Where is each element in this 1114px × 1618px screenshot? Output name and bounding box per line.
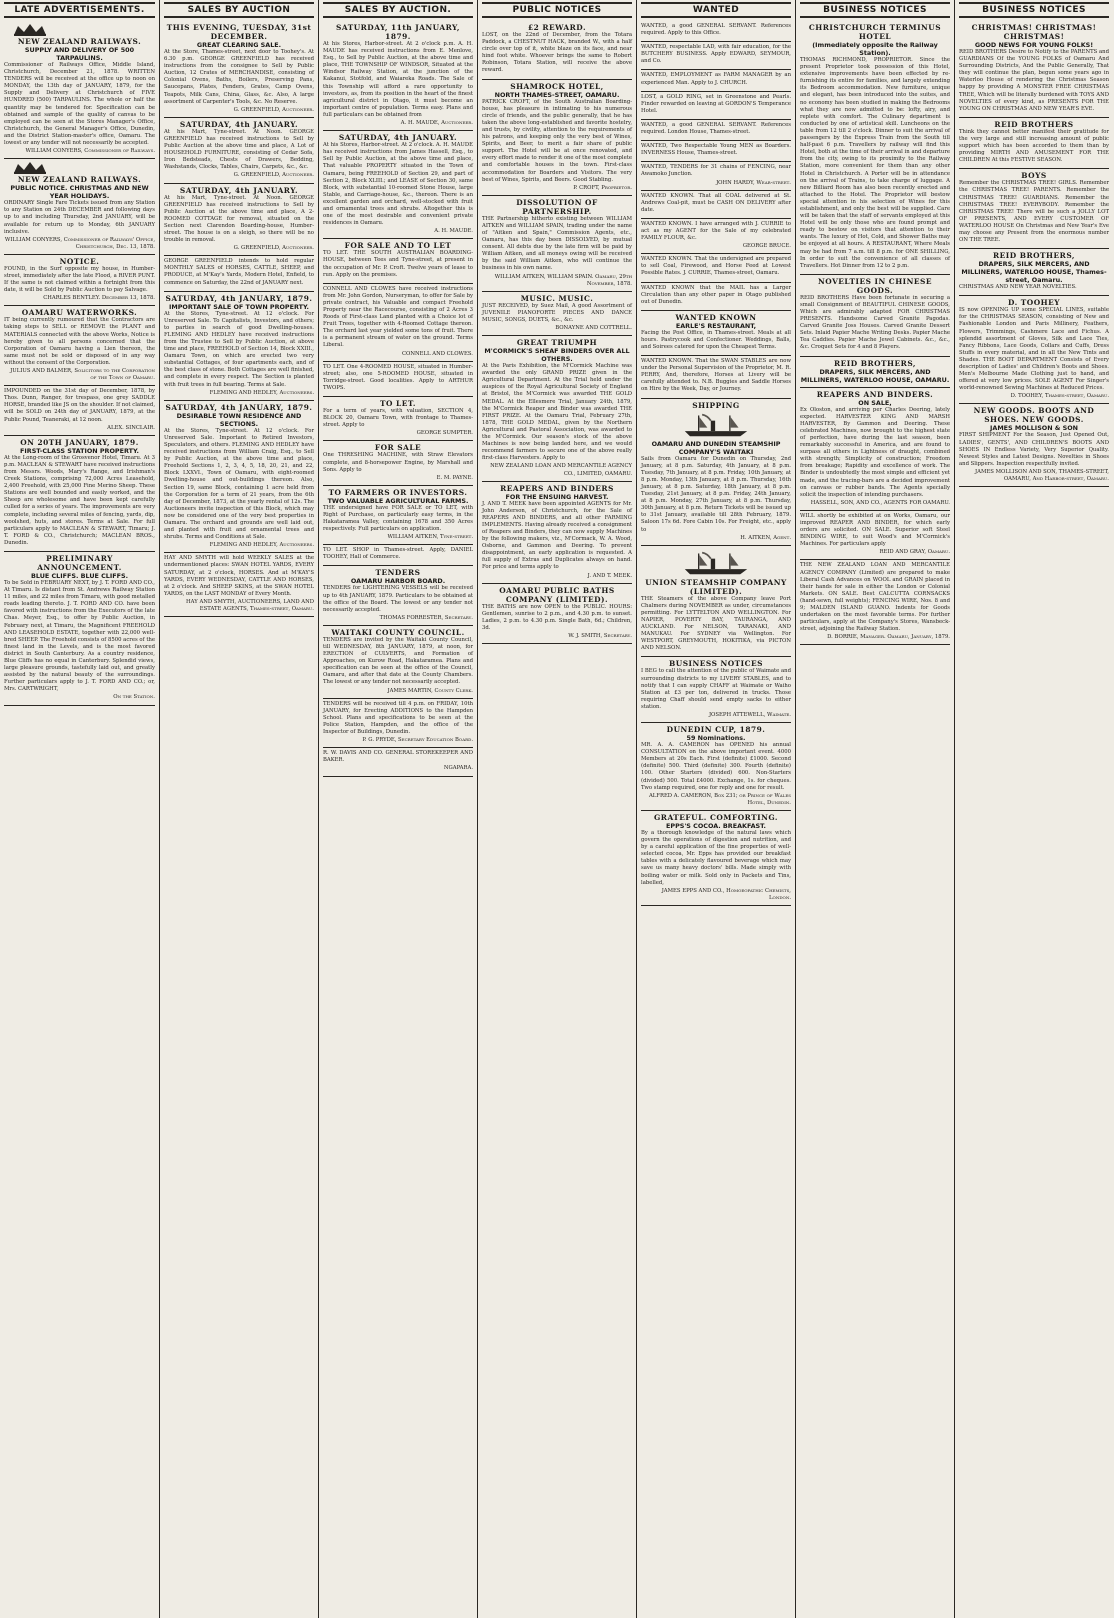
advertisement [641,254,791,282]
advertisement [482,196,632,292]
ad-title: GREAT CLEARING SALE. [196,41,282,49]
ad-body: At the Long-room of the Grosvenor Hotel, Timaru. At 3 p.m. MACLEAN & STEWART have received instructions from Messrs. Woods, Mary's Range, and Irishman's Creek Stations, comprising 72,000 Acres Leasehold, 2,400 Freehold, with 25,000 Fine Merino Sheep. These Stations are well bounded and easily worked, and the Sheep are wholesome and have been kept carefully culled for a series of years. The improvements are very complete, including several miles of fencing, yards, dip, woolshed, huts, and stores. Terms at Sale. For full particulars apply to MACLEAN & STEWART, Timaru; J. T. FORD & CO., Christchurch; MACLEAN BROS., Dunedin. [4,454,155,546]
advertisement [641,811,791,906]
ad-signature: ALFRED A. CAMERON, Box 231; or Prince of Wales Hotel, Dunedin. [648,792,791,806]
ad-heading: PRELIMINARY ANNOUNCEMENT. [37,553,122,572]
ad-heading: ON 20TH JANUARY, 1879. [20,437,139,447]
ad-signature: NGAPARA. [443,765,473,772]
advertisement [641,92,791,120]
ad-title: (Immediately opposite the Railway Station). [812,41,938,57]
advertisement [482,336,632,482]
steamship-icon [676,550,756,576]
ad-body: TO LET. THE SOUTH AUSTRALIAN BOARDING-HOUSE, between Tees and Tyne-street, at present in the occupation of Mr. P. Croft. Twelve years of lease to run. Apply on the premises. [323,250,473,278]
ad-body: CONNELL AND CLOWES have received instructions from Mr. John Gordon, Nurseryman, to offer for Sale by private contract, his Valuable and compact Freehold Property near the Racecourse, consisting of 2 Acres 3 Roods of First-class Land planted with a Choice lot of Fruit Trees, together with 4-Roomed Cottage thereon. The orchard last year yielded some tons of fruit. There is a permanent stream of water on the ground. Terms Liberal. [323,285,473,349]
advertisement [323,239,473,283]
ad-body: FOUND, in the Surf opposite my house, in Humber-street, immediately after the late Flood, a RIVER PUNT. If the same is not claimed within a fortnight from this date, it will be Sold by Public Auction to pay Salvage. [4,265,155,294]
ad-signature: A. H. MAUDE, Auctioneer. [400,120,473,127]
advertisement [323,566,473,625]
advertisement [482,80,632,196]
ad-signature: JAMES EPPS AND CO., Homoeopathic Chemists, London. [661,887,791,901]
ad-body: WANTED, a good GENERAL SERVANT. References required. Apply to this Office. [641,23,791,37]
advertisement [4,552,155,706]
ad-signature: BONAYNE AND COTTRELL. [555,325,632,331]
advertisement [641,283,791,311]
ad-title: DRAPERS, SILK MERCERS, AND MILLINERS, WATERLOO HOUSE, Thames-street, Oamaru. [961,260,1107,285]
column-header: BUSINESS NOTICES [959,2,1109,18]
ad-body: GEORGE GREENFIELD intends to hold regular MONTHLY SALES of HORSES, CATTLE, SHEEP, and PRODUCE, at M'Kay's Yards, Modern Hotel, Enfield, to commence on Saturday, the 22nd of JANUARY next. [164,258,314,286]
ad-body: At the Paris Exhibition, the M'Cormick Machine was awarded the only GRAND PRIZE given in the Agricultural Department. At the Trial held under the auspices of the Royal Agricultural Society of England at Bristol, the M'Cormick was awarded THE GOLD MEDAL. At the Ellesmere Trial, January 24th, 1879, the M'Cormick Reaper and Binder was awarded THE FIRST PRIZE. At the Oamaru Trial, February 27th, 1878, THE GOLD MEDAL, given by the Northern Agricultural and Pastoral Association, was awarded to the M'Cormick. Our season's stock of the above Machines is now being landed here, and we would recommend farmers to secure one of the above really first-class Harvesters. Apply to [482,363,632,462]
advertisement [323,362,473,397]
ad-body: WANTED KNOWN. That all COAL delivered at St. Andrews Coal-pit, must be CASH ON DELIVERY after date. [641,192,791,213]
ad-title: GOOD NEWS FOR YOUNG FOLKS! [974,41,1094,49]
ad-heading: TO LET. [380,399,416,409]
ad-body: At the Stores, Tyne-street. At 12 o'clock. For Unreserved Sale. Important to Retired Investors, Speculators, and others. FLEMING AND HEDLEY have received instructions from William Craig, Esq., to Sell by Public Auction, at the above time and place, Freehold Sections 1, 2, 3, 4, 5, 18, 20, 21, and 22, Block LXXVI., Town of Oamaru, with eight-roomed Dwelling-house and out-buildings thereon. Also, Section 19, same Block, containing 1 acre held from the Corporation for a term of 21 years, from the 6th day of December, 1873, at the yearly rental of 12s. The Auctioneers invite inspection of this Block, which may now be considered one of the very best properties in Oamaru. The orchard and grounds are well laid out, and planted with fruit and ornamental trees and shrubs. Terms and Conditions at Sale. [164,427,314,541]
advertisement [959,21,1109,118]
ad-title: FIRST-CLASS STATION PROPERTY. [20,446,139,455]
advertisement [959,296,1109,404]
advertisement [4,21,155,159]
ad-heading: £2 REWARD. [527,23,587,32]
ad-heading: NEW ZEALAND RAILWAYS. [17,175,142,185]
advertisement [800,275,950,357]
advertisement [641,356,791,398]
ad-body: WANTED, respectable LAD, with fair education, for the BUTCHERY BUSINESS. Apply EDWARD, SEYMOUR, and Co. [641,44,791,65]
ad-signature: D. TOOHEY, Thames-street, Oamaru. [1010,393,1109,400]
ad-heading: BOYS [1021,171,1047,181]
ad-signature: A. H. MAUDE. [434,228,473,235]
ad-title: TWO VALUABLE AGRICULTURAL FARMS. [327,496,469,505]
ad-signature: JAMES MOLLISON AND SON, THAMES-STREET, OAMARU, And Harbor-street, Oamaru. [975,468,1109,483]
advertisement [959,169,1109,249]
ad-body: TENDERS are invited by the Waitaki County Council, till WEDNESDAY, 8th JANUARY, 1879, at noon, for ERECTION of CULVERTS, and Formation of Approaches, on Kurow Road, Hakataramea. Plans and specification can be seen at the office of the Council, Oamaru, and after that date at the County Chambers. The lowest or any tender not necessarily accepted. [323,636,473,686]
column-header: SALES BY AUCTION [164,2,314,18]
advertisement [4,159,155,255]
ad-body: WANTED KNOWN. I have arranged with J. CURRIE to act as my AGENT for the Sale of my celebrated FAMILY FLOUR, &c. [641,220,791,242]
advertisement [641,546,791,658]
column-header: WANTED [641,2,791,18]
column [318,0,477,1618]
ad-body: WANTED, EMPLOYMENT as FARM MANAGER by an experienced Man. Apply to J. CHURCH. [641,72,791,86]
ad-body: J. AND T. MEEK have been appointed AGENTS for Mr. John Anderson, of Christchurch, for the Sale of REAPERS AND BINDERS, and all other FARMING IMPLEMENTS. Having already received a consignment of Reapers and Binders, they can now supply Machines by the following makers, viz., M'Cormack, W. A. Wood, Osborne, and Gammon and Deering. To prevent disappointment, an early application is requested. A full supply of Extras and Duplicates always on hand. For price and terms apply to [482,500,632,571]
ad-body: WANTED, Two Respectable Young MEN as Boarders. INVERNESS House, Thames-street. [641,143,791,157]
ad-body: THE Partnership hitherto existing between WILLIAM AITKEN and WILLIAM SPAIN, trading under the name of "Aitken and Spain," Commission Agents, etc., Oamaru, has this day been DISSOLVED, by mutual consent. All debts due by the late firm will be paid by William Aitken, and all moneys owing will be received by the said William Aitken, who will continue the business in his own name. [482,215,632,272]
advertisement [4,386,155,436]
ad-signature: HASSELL, SON, AND CO., AGENTS FOR OAMARU. [810,499,950,506]
advertisement [641,162,791,190]
ad-heading: REAPERS AND BINDERS. [816,389,934,399]
ad-signature: H. AITKEN, Agent. [740,534,791,541]
ad-signature: G. GREENFIELD, Auctioneer. [233,172,314,179]
ad-heading: GREAT TRIUMPH [516,338,598,348]
ad-signature: WILLIAM CONYERS, Commissioner of Railways' Office, Christchurch, Dec. 13, 1878. [4,236,155,250]
ad-heading: FOR SALE [374,443,422,453]
ad-body: REID BROTHERS Have been fortunate in securing a small Consignment of BEAUTIFUL CHINESE GOODS, Which are admirably adapted FOR CHRISTMAS PRESENTS. Handsome Carved Granite Pagodas. Carved Granite Joss Houses. Carved Granite Dessert Sets. Inlaid Papier Mache Writing Desks. Papier Mache Tea Caddies. Papier Mache Jewel Cabinets. &c., &c., &c. Croquet Sets for 4 and 8 Players. [800,294,950,351]
advertisement [164,21,314,118]
ad-body: For a term of years, with valuation, SECTION 4, BLOCK 20, Oamaru Town, with frontage to Thames-street. Apply to [323,408,473,429]
ad-heading: WAITAKI COUNTY COUNCIL. [331,627,465,637]
advertisement [482,21,632,80]
ad-signature: P. G. PRYDE, Secretary Education Board. [362,737,473,744]
ad-body: TO LET. One 4-ROOMED HOUSE, situated in Humber-street; also, one 5-ROOMED HOUSE, situated in Torridge-street. Good localities. Apply to ARTHUR TWOPS. [323,363,473,391]
ad-heading: CHRISTMAS! CHRISTMAS! CHRISTMAS! [971,23,1097,41]
ad-body: To be Sold in FEBRUARY NEXT, by J. T. FORD AND CO., At Timaru. Is distant from St. Andrews Railway Station 11 miles, and 22 miles from Timaru, with good metalled roads leading thereto. J. T. FORD AND CO. have been favored with instructions from the Executors of the late Chas. Meyer, Esq., to offer by Public Auction, in February next, at Timaru, the Magnificent FREEHOLD AND LEASEHOLD ESTATE, together with 22,000 well-bred SHEEP. The Freehold consists of 8500 acres of the finest land in the Levels, and is the most favored district in South Canterbury. As a country residence, Blue Cliffs has no equal in Canterbury. Splendid views, large pleasure grounds, tastefully laid out, and greatly assisted by the natural beauty of the surroundings. Further particulars apply to J. T. FORD AND CO.; or, Mrs. CARTWRIGHT, [4,579,155,693]
ad-heading: OAMARU WATERWORKS. [21,308,138,318]
advertisement [800,560,950,645]
ad-body: At his Mart, Tyne-street. At Noon. GEORGE GREENFIELD has received instructions to Sell by Public Auction at the above time and place, A 2-ROOMED COTTAGE for removal, situated on the Section next Clarendon Boarding-house, Humber-street. The house is on a sleigh, so there will be no trouble in removal. [164,194,314,244]
ad-heading: WANTED KNOWN [675,312,757,322]
railway-emblem-row [4,161,155,175]
ad-heading: SATURDAY, 4th JANUARY. [338,133,458,143]
ad-heading: FOR SALE AND TO LET [344,241,452,251]
ad-body: R. W. DAVIS AND CO. GENERAL STOREKEEPER AND BAKER. [323,750,473,764]
advertisement [164,292,314,401]
ad-title: EARLE'S RESTAURANT, [675,321,757,330]
column [795,0,954,1618]
ad-body: IS now OPENING UP some SPECIAL LINES, suitable for the CHRISTMAS SEASON, consisting of New and Fashionable London and Paris Millinery, Feathers, Flowers, Trimmings, Cashmere Lace and Fichus. A splendid assortment of Gloves, Silk and Lace Ties, Fancy Ribbons, Lace Goods, Collars and Cuffs, Dress Stuffs in every material, and in all the New Tints and Shades. THE BOOT DEPARTMENT Consists of Every description of Ladies' and Children's Boots and Shoes. Men's Melbourne Made Clothing just to hand, and offered at very low prices. SOLE AGENT For Singer's world-renowned Sewing Machines at Reduced Prices. [959,307,1109,392]
ad-body: Think they cannot better manifest their gratitude for the very large and still increasing amount of public support which has been accorded to them than by providing MIRTH AND AMUSEMENT FOR THE CHILDREN At this FESTIVE SEASON. [959,128,1109,164]
ad-heading: NEW GOODS. BOOTS AND SHOES. NEW GOODS. [973,406,1095,425]
ad-heading: BUSINESS NOTICES [669,659,763,669]
ad-body: TENDERS for LIGHTERING VESSELS will be received up to 4th JANUARY, 1879. Particulars to be obtained at the office of the Board. The lowest or any tender not necessarily accepted. [323,585,473,613]
ad-title: JAMES MOLLISON & SON [990,424,1078,433]
ad-signature: HAY AND SMYTH, AUCTIONEERS, LAND AND ESTATE AGENTS, Thames-street, Oamaru. [186,598,314,612]
ad-heading: REAPERS AND BINDERS [500,483,614,493]
ad-heading: NEW ZEALAND RAILWAYS. [17,37,142,46]
ad-signature: FLEMING AND HEDLEY, Auctioneers. [209,542,314,549]
ad-body: REID BROTHERS Desire to Notify to the PARENTS and GUARDIANS Of the YOUNG FOLKS of Oamaru And Surrounding Districts, And the Public Generally, That they will continue the plan, begun some years ago in Waterloo House of rendering the Christmas Season happy by providing A MONSTER FREE CHRISTMAS TREE, Which will be literally burdened with TOYS AND NOVELTIES of every kind, as PRESENTS FOR THE YOUNG ON CHRISTMAS AND NEW YEAR'S EVE. [959,49,1109,112]
ad-signature: REID AND GRAY, Oamaru. [879,549,950,556]
ad-body: WANTED, TENDERS for 31 chains of FENCING, near Awamoko Junction. [641,164,791,178]
ad-heading: DISSOLUTION OF PARTNERSHIP. [516,197,598,216]
railway-emblem-row [4,23,155,37]
ad-heading: SHIPPING [692,400,740,410]
ad-body: By a thorough knowledge of the natural laws which govern the operations of digestion and nutrition, and by a careful application of the fine properties of well-selected cocoa, Mr. Epps has provided our breakfast tables with a delicately flavoured beverage which may save us many heavy doctors' bills. Made simply with boiling water or milk. Sold only in Packets and Tins, labelled, [641,829,791,886]
ad-title: BLUE CLIFFS. BLUE CLIFFS. [30,571,129,580]
column-header: BUSINESS NOTICES [800,2,950,18]
ad-signature: JULIUS AND BALMER, Solicitors to the Corporation of the Town of Oamaru. [10,368,155,382]
ad-heading: CHRISTCHURCH TERMINUS HOTEL [808,23,942,41]
ad-body: LOST, a GOLD RING, set in Greenstone and Pearls. Finder rewarded on leaving at GORDON'S Temperance Hotel. [641,93,791,114]
advertisement [323,441,473,485]
ad-title: OAMARU AND DUNEDIN STEAMSHIP COMPANY'S WAITAKI [651,439,781,456]
ad-body: THE undersigned have FOR SALE or TO LET, with Right of Purchase, on particularly easy terms, in the Hakataramea Valley, containing 1678 and 350 Acres respectively. Full particulars on application. [323,504,473,533]
advertisement [641,141,791,162]
ad-title: 59 Nominations. [686,734,746,743]
advertisement [800,357,950,388]
ad-signature: On the Station. [113,694,155,701]
ad-heading: NOTICE. [59,256,100,266]
advertisement [482,584,632,644]
column [159,0,318,1618]
ad-body: TENDERS will be received till 4 p.m. on FRIDAY, 10th JANUARY, for Erecting ADDITIONS to the Hampden School. Plans and specifications to be seen at the Police Station, Hampden, and the office of the Inspector of Buildings, Dunedin. [323,700,473,736]
advertisement [482,292,632,336]
advertisement [641,311,791,356]
ad-heading: D. TOOHEY [1007,298,1061,308]
advertisement [323,699,473,749]
ad-heading: THIS EVENING, TUESDAY, 31st DECEMBER. [166,23,312,41]
advertisement [323,545,473,566]
ad-signature: D. BORRIE, Manager. Oamaru, January, 1879. [827,634,950,641]
ad-signature: GEORGE BRUCE. [742,243,791,250]
ad-body: WANTED KNOWN. That the undersigned are prepared to sell Coal, Firewood, and Horse Feed at Lowest Possible Rates. J. CURRIE, Thames-street, Oamaru. [641,256,791,277]
ad-body: JUST RECEIVED, by Suez Mail, A good Assortment of JUVENILE PIANOFORTE PIECES AND DANCE MUSIC, SONGS, DUETS, &c., &c. [482,302,632,323]
ad-body: Ex Oloston, and arriving per Charles Deering, lately expected. HARVESTER KING AND MARSH HARVESTER, By Gammon and Deering. These celebrated Machines, now brought to the highest state of perfection, have during the last season, been remarkably successful in America, and are found to surpass all others in Lightness of draught, combined with strength; Simplicity of construction; Freedom from breakage; Rapidity and excellence of work. The Binder is undoubtedly the most simple and efficient yet made, and the tracing-bars are a decided improvement on canvass or rubber bands. The Agents specially solicit the inspection of intending purchasers. [800,406,950,498]
ad-heading: SATURDAY, 4th JANUARY, 1879. [165,402,313,412]
advertisement [323,131,473,239]
advertisement [164,256,314,291]
ad-body: MR. A. A. CAMERON has OPENED his annual CONSULTATION on the above important event. 4000 Members at 20s Each. First (definite) £1000. Second (definite) 500. Third (definite) 300. Fourth (definite) 100. Other Starters (divided) 600. Non-Starters (divided) 500. Total £4000. Exchange, 1s. for cheques. Two stamp required, one for reply and one for result. [641,742,791,791]
ad-title: OAMARU HARBOR BOARD. [350,577,446,586]
ad-title: EPPS'S COCOA. BREAKFAST. [666,821,766,830]
advertisement [641,70,791,91]
ad-signature: JOHN HARDY, Wear-street. [716,179,791,186]
ad-body: At the Stores, Tyne-street. At 12 o'clock. For Unreserved Sale. To Capitalists, Investors, and others; to parties in search of good Dwelling-houses. FLEMING AND HEDLEY have received instructions from the Trustee to Sell by Public Auction, at above time and place, FREEHOLD of Section 14, Block XXIII., Oamaru Town, on which are erected two very substantial Cottages, of four apartments each, and of the best class of stone. Both Cottages are well finished, and complete in every respect. The Section is planted with fruit trees in full bearing. Terms at Sale. [164,310,314,388]
ad-heading: TO FARMERS OR INVESTORS. [328,487,468,497]
advertisement [959,118,1109,169]
ad-body: At his Mart, Tyne-street. At Noon. GEORGE GREENFIELD has received instructions to Sell by Public Auction at the above time and place, A Lot of HOUSEHOLD FURNITURE, consisting of Cedar Sofa, Iron Bedsteads, Chests of Drawers, Bedding, Washstands, Clocks, Tables, Chairs, Carpets, &c., &c. [164,128,314,171]
ad-body: Commissioner of Railways Office, Middle Island, Christchurch, December 21, 1878. WRITTEN TENDERS will be received at the office up to noon on MONDAY, the 13th day of JANUARY, 1879, for the Supply and Delivery at Christchurch of FIVE HUNDRED (500) TARPAULINS. The whole or half the quantity may be tendered for. Specification can be obtained and sample of the quality of canvas to be employed can be seen at the Stores Manager's Office, Christchurch, the General Manager's Office, Dunedin, and the District Station-master's office, Oamaru. The lowest or any tender will not necessarily be accepted. [4,62,155,147]
ad-heading: REID BROTHERS, [834,358,916,368]
ad-title: IMPORTANT SALE OF TOWN PROPERTY. [169,302,309,311]
ad-title: M'CORMICK'S SHEAF BINDERS OVER ALL OTHERS. [484,347,630,364]
ad-heading: REID BROTHERS, [993,251,1075,261]
ad-body: THE NEW ZEALAND LOAN AND MERCANTILE AGENCY COMPANY (Limited) are prepared to make Liberal Cash Advances on WOOL and GRAIN placed in their hands for sale in either the London or Colonial Markets. ON SALE. Best CALCUTTA CORNSACKS (hand-sewn, full weights); FENCING WIRE, Nos. 8 and 9; MALDEN ISLAND GUANO. Indents for Goods undertaken on the most favorable terms. For further particulars, apply at the Company's Stores, Wansbeck-street, adjoining the Railway Station. [800,562,950,633]
advertisement [164,118,314,184]
ad-signature: JAMES MARTIN, County Clerk. [387,687,473,694]
ad-heading: UNION STEAMSHIP COMPANY (LIMITED). [645,577,787,596]
ad-body: THE BATHS are now OPEN to the PUBLIC. HOURS: Gentlemen, sunrise to 2 p.m., and 4.30 p.m. to sunset. Ladies, 2 p.m. to 4.30 p.m. Single Bath, 6d.; Children, 3d. [482,603,632,631]
ad-signature: GEORGE SUMPTER. [416,430,473,437]
advertisement [641,191,791,219]
advertisement [641,120,791,141]
ad-heading: SATURDAY, 11th JANUARY, 1879. [336,23,460,41]
ad-body: PATRICK CROFT, of the South Australian Boarding-house, has pleasure in intimating to his numerous circle of friends, and the public generally, that he has taken the above long-established and favorite hostelry, and trusts, by civility, attention to the requirements of his patrons, and keeping only the very best of Wines, Spirits, and Beer, to merit a fair share of public support. The Hotel will be at once renovated, and every effort made to render it one of the most complete and comfortable houses in the town. First-class accommodation for Boarders and Visitors. The very best of Wines, Spirits, and Beers. Good Stabling. [482,98,632,183]
ad-body: THE Steamers of the above Company leave Port Chalmers during NOVEMBER as under, circumstances permitting. For LYTTELTON AND WELLINGTON. For NAPIER, POVERTY BAY, TAURANGA, AND AUCKLAND. For NELSON, TARANAKI, AND MANUKAU. For SYDNEY via Wellington. For WESTPORT, GREYMOUTH, HOKITIKA, via PICTON AND NELSON. [641,595,791,652]
column [954,0,1113,1618]
advertisement [800,511,950,561]
advertisement [959,249,1109,296]
ad-title: DRAPERS, SILK MERCERS, AND MILLINERS, WATERLOO HOUSE, OAMARU. [800,367,950,384]
ad-title: NORTH THAMES-STREET, OAMARU. [494,90,620,99]
ad-body: FIRST SHIPMENT For the Season, Just Opened Out, LADIES', GENTS', AND CHILDREN'S BOOTS AND SHOES IN Endless Variety, Very Superior Quality. Newest Styles and Latest Designs. Novelties in Shoes and Slippers. Inspection respectfully invited. [959,432,1109,467]
ad-body: I BEG to call the attention of the public of Waimate and surrounding districts to my LIVERY STABLES, and to notify that I can supply CHAFF at Waimate or Waiho Station at £3 per ton, delivered in trucks. Those requiring Chaff should send empty sacks to either station. [641,668,791,710]
advertisement [323,626,473,699]
ad-body: ORDINARY Single Fare Tickets issued from any Station to any Station on 24th DECEMBER and following days up to and including Thursday, 2nd JANUARY, will be available for return up to Monday, 6th JANUARY inclusive. [4,200,155,235]
advertisement [641,723,791,811]
column [0,0,159,1618]
ad-signature: G. GREENFIELD, Auctioneer. [233,245,314,252]
ad-body: Sails from Oamaru for Dunedin on Thursday, 2nd January, at 8 p.m. Saturday, 4th January, at 8 p.m. Tuesday, 7th January, at 8 p.m. Friday, 10th January, at 8 p.m. Monday, 13th January, at 8 p.m. Thursday, 16th January, at 8 p.m. Saturday, 18th January, at 8 p.m. Tuesday, 21st January, at 8 p.m. Friday, 24th January, at 8 p.m. Monday, 27th January, at 8 p.m. Thursday, 30th January, at 8 p.m. Return Tickets will be issued up to 31st January, available till 28th February, 1879. Saloon 17s 6d. Fore Cabin 10s. For Freight, etc., apply to [641,455,791,533]
ad-signature: WILLIAM AITKEN, Tyne-street. [387,534,473,541]
ad-signature: ALEX. SINCLAIR. [107,424,155,431]
ad-title: ON SALE, [858,398,892,407]
advertisement [800,21,950,275]
advertisement [641,21,791,42]
ad-signature: NEW ZEALAND LOAN AND MERCANTILE AGENCY CO., LIMITED, OAMARU. [490,463,632,477]
ad-body: At his Stores, Harbor-street. At 2 o'clock. A. H. MAUDE has received instructions from James Hassell, Esq., to Sell by Public Auction, at the above time and place, That valuable PROPERTY situated in the Town of Oamaru, being FREEHOLD of Section 29, and part of Section 2, Block XLIII.; and LEASE of Section 30, same Block, with substantial 10-roomed Stone House, large Stable, and Carriage-house, &c., thereon. There is an excellent garden and orchard, well-stocked with fruit and ornamental trees and shrubs. Altogether this is one of the most desirable and convenient private residences in Oamaru. [323,142,473,227]
ad-body: Facing the Post Office, in Thames-street. Meals at all hours. Pastrycook and Confectioner. Weddings, Balls, and Soirees catered for upon the Cheapest Terms. [641,329,791,350]
advertisement [4,306,155,386]
ad-signature: CHARLES BENTLEY. December 13, 1878. [43,295,155,302]
column [477,0,636,1618]
ad-body: TO LET. SHOP in Thames-street. Apply, DANIEL TOOHEY, Hall of Commerce. [323,547,473,561]
advertisement [4,255,155,306]
ad-body: THOMAS RICHMOND, PROPRIETOR. Since the present Proprietor took possession of this Hotel, extensive improvements have been effected by re-furnishing its entire for families, and largely extending its Bedroom accommodation. New furniture, unique and elegant, has been introduced into the suites, and no economy has been studied in making the Bedrooms what they are now admitted to be: lofty, airy, and replete with comfort. The Culinary department is conducted by one of artistical skill. Luncheons on the table from 12 till 2 o'clock. Dinner to suit the arrival of passengers by the Express Train from the South till half-past 6 p.m. Travellers by railway will find this Hotel, both at the time of their arrival in and departure from the city, owing to its proximity to the Railway Station, more convenient for them than any other Hotel in Christchurch. A Porter will be in attendance on the arrival of Trains, to take charge of luggage. A new Billiard Room has also been recently erected and attached to the Hotel. The Proprietor will bestow special attention in his selection of Wines for this establishment, and only the best will be supplied. Care will be taken that the staff of servants employed at this Hotel will be only those who are found prompt and ready to bestow on visitors that attention to their wants. The luxury of Hot, Cold, and Shower Baths may be enjoyed at all hours. A RESTAURANT, Where Meals may be had from 7 a.m. till 8 p.m. for ONE SHILLING, In order to suit the convenience of all classes of Travellers. Hot Dinner from 12 to 2 p.m. [800,57,950,269]
advertisement [641,219,791,254]
ad-heading: SATURDAY, 4th JANUARY. [179,185,299,195]
ad-body: WANTED, a good GENERAL SERVANT. References required. London House, Thames-street. [641,121,791,136]
column-header: LATE ADVERTISEMENTS. [4,2,155,18]
ad-body: WILL shortly be exhibited at on Works, Oamaru, our improved REAPER AND BINDER, for which early orders are solicited. ON SALE. Superior soft Steel BINDING WIRE, to suit Wood's and M'Cormick's Machines. For particulars apply [800,512,950,548]
ad-title: PUBLIC NOTICE. CHRISTMAS AND NEW YEAR HOLIDAYS. [10,184,149,201]
ad-heading: TENDERS [375,568,421,578]
ad-heading: OAMARU PUBLIC BATHS COMPANY (LIMITED). [499,585,615,604]
ad-heading: MUSIC. MUSIC. [520,293,594,303]
ad-signature: J. AND T. MEEK. [587,572,632,579]
ad-body: At his Stores, Harbor-street. At 2 o'clock p.m. A. H. MAUDE has received instructions from E. Menlove, Esq., to Sell by Public Auction, at the above time and place, THE TOWNSHIP OF WINDSOR, Situated at the Windsor Railway Station, at the junction of the Kakanui, Stotfold, and Waiareka Roads. The Sale of this Township will afford a rare opportunity to investors, as, from its position in the heart of the finest agricultural district in Otago, it must become an important centre of population. Terms easy. Plans and full particulars can be obtained from [323,41,473,118]
ad-signature: CONNELL AND CLOWES. [402,350,473,357]
advertisement [641,42,791,70]
steamship-icon [676,412,756,438]
ad-title: SUPPLY AND DELIVERY OF 500 TARPAULINS. [24,46,135,62]
ad-body: LOST, on the 22nd of December, from the Totara Paddock, a CHESTNUT HACK, branded W., with a half circle over top of it, white blaze on its face, and near hind foot white. Whoever brings the same to Robert Robinson, Totara Station, will receive the above reward. [482,32,632,74]
advertisement [164,184,314,257]
ad-signature: W. J. SMITH, Secretary. [568,633,632,639]
crown-emblem-icon [10,23,50,37]
ad-body: CHRISTMAS AND NEW YEAR NOVELTIES. [959,284,1077,291]
ad-signature: WILLIAM CONYERS, Commissioner of Railways. [25,148,155,155]
advertisement [641,657,791,723]
ad-title: FOR THE ENSUING HARVEST. [505,492,609,501]
ad-heading: GRATEFUL. COMFORTING. [654,812,778,822]
ad-signature: G. GREENFIELD, Auctioneer. [233,106,314,113]
ad-signature: FLEMING AND HEDLEY, Auctioneers. [209,389,314,396]
ad-heading: REID BROTHERS [994,119,1074,129]
ad-signature: JOSEPH ATTEWELL, Waimate. [708,712,791,718]
ad-body: WANTED KNOWN. That the SWAN STABLES are now under the Personal Supervision of the Proprietor, M. R. PERRY, And, therefore, Horses at Livery will be carefully attended to. N.B. Buggies and Saddle Horses on Hire by the Week, Day, or Journey. [641,358,791,393]
advertisement [323,21,473,131]
ad-body: WANTED KNOWN that the MAIL has a Larger Circulation than any other paper in Otago published out of Dunedin. [641,284,791,305]
ad-title: DESIRABLE TOWN RESIDENCE AND SECTIONS. [176,411,302,428]
column-header: PUBLIC NOTICES [482,2,632,18]
ad-heading: DUNEDIN CUP, 1879. [666,725,766,735]
ad-signature: WILLIAM AITKEN, WILLIAM SPAIN. Oamaru, 29th November, 1878. [494,273,632,287]
ad-signature: E. M. PAYNE. [436,474,473,481]
column-header: SALES BY AUCTION. [323,2,473,18]
ad-heading: SHAMROCK HOTEL, [510,81,604,91]
ad-heading: SATURDAY, 4th JANUARY, 1879. [165,293,313,303]
crown-emblem-icon [10,161,50,175]
ad-body: HAY AND SMYTH will hold WEEKLY SALES at the undermentioned places: SWAN HOTEL YARDS, EVERY SATURDAY, at 2 o'clock, HORSES. And at M'KAY'S YARDS, EVERY WEDNESDAY, CATTLE AND HORSES, at 2 o'clock. And SHEEP SKINS, at the SWAN HOTEL YARDS, on the LAST MONDAY of Every Month. [164,555,314,597]
advertisement [323,486,473,545]
column [636,0,795,1618]
advertisement [323,748,473,776]
advertisement [323,284,473,362]
ad-heading: SATURDAY, 4th JANUARY. [179,119,299,129]
advertisement [164,553,314,617]
advertisement [323,397,473,441]
advertisement [959,404,1109,487]
advertisement [482,482,632,584]
ad-body: One THRESHING MACHINE, with Straw Elevators complete, and 8-horsepower Engine, by Marshall and Sons. Apply to [323,452,473,473]
ad-body: IMPOUNDED on the 31st day of December, 1878, by Thos. Dunn, Ranger, for trespass, one grey SADDLE HORSE, branded like JS on the shoulder. If not claimed, will be SOLD on 24th day of JANUARY, 1879, at the Public Pound, Teaneraki, at 12 noon. [4,388,155,423]
ad-body: IT being currently rumoured that the Contractors are taking steps to SELL or REMOVE the PLANT and MATERIALS connected with the above Works, Notice is hereby given to all persons concerned that the Corporation of Oamaru having a Lien thereon, the same must not be sold or disposed of in any way without the consent of the Corporation. [4,317,155,366]
ad-heading: NOVELTIES IN CHINESE GOODS. [818,276,932,295]
ad-body: At the Store, Thames-street, next door to Toohey's. At 6.30 p.m. GEORGE GREENFIELD has received instructions from the consignee to Sell by Public Auction, 12 Crates of MERCHANDISE, consisting of Colonial Ovens, Baths, Boilers, Preserving Pans, Saucepans, Plates, Fenders, Grates, Camp Ovens, Teapots, Milk Cans, China, Glass, &c. Also, A large assortment of Carpenter's Tools, &c. No Reserve. [164,49,314,105]
advertisement [800,388,950,511]
advertisement [164,401,314,554]
ad-body: Remember the CHRISTMAS TREE! GIRLS. Remember the CHRISTMAS TREE! PARENTS. Remember the CHRISTMAS TREE! GUARDIANS. Remember the CHRISTMAS TREE! EVERYBODY. Remember the CHRISTMAS TREE! There will be such a JOLLY LOT OF PRESENTS, AND EVERY CUSTOMER OF WATERLOO HOUSE On Christmas and New Year's Eve may choose any Present from the enormous number ON THE TREE. [959,180,1109,244]
advertisement [4,436,155,552]
ad-signature: THOMAS FORRESTER, Secretary. [379,614,473,621]
ad-signature: P. CROFT, Proprietor. [573,184,632,191]
advertisement [641,399,791,546]
